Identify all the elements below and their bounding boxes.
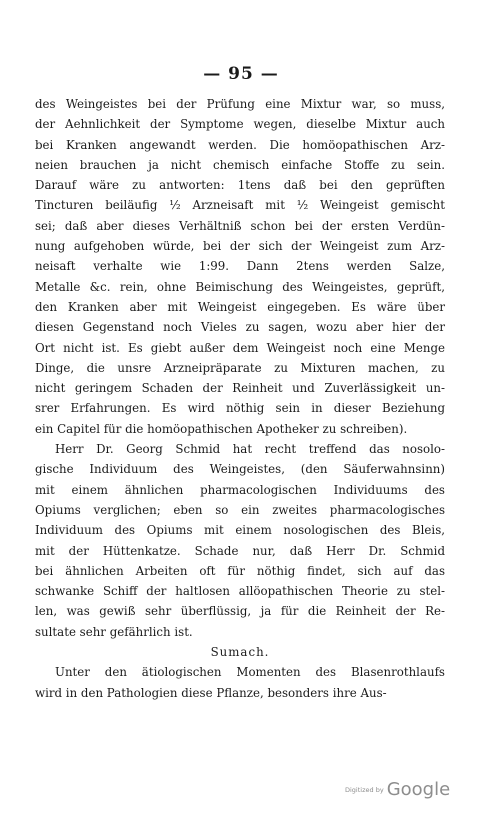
- text-line: wird in den Pathologien diese Pflanze, besonders ihre Aus-: [35, 685, 387, 700]
- page-number: — 95 —: [203, 64, 279, 84]
- text-line: der Aehnlichkeit der Symptome wegen, dieselbe Mixtur auch: [35, 117, 445, 132]
- text-line: ein Capitel für die homöopathischen Apotheker zu schreiben).: [35, 421, 408, 436]
- digitized-label: Digitized by: [345, 785, 384, 794]
- text-line: Tincturen beiläufig ½ Arzneisaft mit ½ Weingeist gemischt: [35, 198, 445, 213]
- text-line: den Kranken aber mit Weingeist eingegeben. Es wäre über: [35, 299, 445, 314]
- text-line: len, was gewiß sehr überflüssig, ja für die Reinheit der Re-: [35, 604, 445, 619]
- text-line: mit der Hüttenkatze. Schade nur, daß Herr Dr. Schmid: [35, 543, 445, 558]
- text-line: Herr Dr. Georg Schmid hat recht treffend das nosolo-: [55, 442, 445, 457]
- text-line: Opiums verglichen; eben so ein zweites pharmacologisches: [35, 502, 445, 517]
- text-line: Individuum des Opiums mit einem nosologischen des Bleis,: [35, 523, 445, 538]
- text-line: sultate sehr gefährlich ist.: [35, 624, 193, 639]
- section-heading: Sumach.: [210, 645, 270, 660]
- text-line: Unter den ätiologischen Momenten des Blasenrothlaufs: [55, 665, 445, 680]
- text-line: nung aufgehoben würde, bei der sich der Weingeist zum Arz-: [35, 239, 445, 254]
- text-line: srer Erfahrungen. Es wird nöthig sein in dieser Beziehung: [35, 401, 445, 416]
- text-line: Darauf wäre zu antworten: 1tens daß bei den geprüften: [35, 178, 445, 193]
- text-line: schwanke Schiff der haltlosen allöopathischen Theorie zu stel-: [35, 584, 445, 599]
- text-line: bei Kranken angewandt werden. Die homöopathischen Arz-: [35, 137, 445, 152]
- text-line: neien brauchen ja nicht chemisch einfache Stoffe zu sein.: [35, 157, 445, 172]
- text-line: mit einem ähnlichen pharmacologischen Individuums des: [35, 482, 445, 497]
- text-line: bei ähnlichen Arbeiten oft für nöthig findet, sich auf das: [35, 563, 445, 578]
- text-line: sei; daß aber dieses Verhältniß schon bei der ersten Verdün-: [35, 218, 445, 233]
- text-line: Metalle &c. rein, ohne Beimischung des Weingeistes, geprüft,: [35, 279, 445, 294]
- text-line: diesen Gegenstand noch Vieles zu sagen, wozu aber hier der: [35, 320, 445, 335]
- digitized-watermark: [345, 779, 465, 800]
- google-logo: Google: [386, 779, 451, 800]
- body-text: [35, 94, 445, 703]
- text-line: gische Individuum des Weingeistes, (den Säuferwahnsinn): [35, 462, 445, 477]
- text-line: neisaft verhalte wie 1:99. Dann 2tens werden Salze,: [35, 259, 445, 274]
- text-line: Ort nicht ist. Es giebt außer dem Weingeist noch eine Menge: [35, 340, 445, 355]
- text-line: des Weingeistes bei der Prüfung eine Mixtur war, so muss,: [35, 97, 445, 111]
- text-line: nicht geringem Schaden der Reinheit und Zuverlässigkeit un-: [35, 381, 445, 396]
- text-line: Dinge, die unsre Arzneipräparate zu Mixturen machen, zu: [35, 360, 445, 375]
